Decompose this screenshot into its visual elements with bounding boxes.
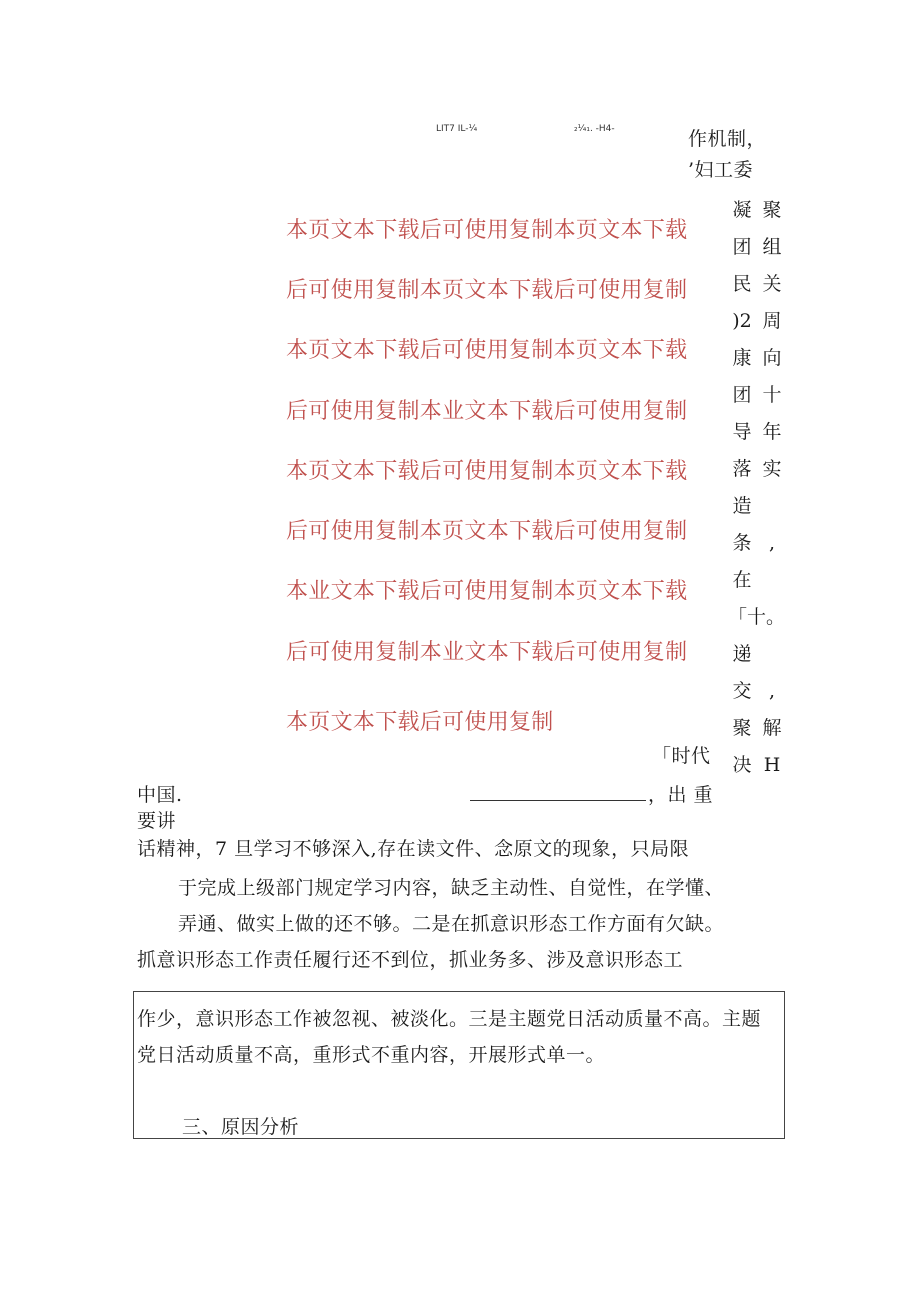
column-char: 条	[732, 532, 752, 554]
header-fragment-b: ₂¼₁. -H4-	[574, 124, 615, 134]
column-char: 组	[762, 236, 782, 258]
column-char: 康	[732, 347, 752, 369]
column-char	[758, 488, 786, 525]
watermark-line: 后可使用复制本业文本下载后可使用复制	[286, 640, 688, 665]
watermark-line: 后可使用复制本页文本下载后可使用复制	[286, 519, 688, 544]
column-char: 解	[762, 717, 782, 739]
top-right-line-1: 作机制，	[688, 128, 767, 150]
section-heading: 三、原因分析	[182, 1116, 300, 1138]
column-char: )2	[732, 310, 752, 332]
column-char: 关	[762, 273, 782, 295]
vertical-column-left	[728, 192, 786, 784]
column-char: H	[763, 754, 781, 776]
column-char: ,	[768, 680, 776, 702]
line-chuzhong: ，出 重	[648, 784, 714, 806]
watermark-line: 本页文本下载后可使用复制	[286, 710, 554, 735]
box-line: 党日活动质量不高，重形式不重内容，开展形式单一。	[137, 1044, 606, 1066]
column-char	[758, 636, 786, 673]
watermark-line: 本页文本下载后可使用复制本页文本下载	[286, 218, 688, 243]
paragraph-line: 抓意识形态工作责任履行还不到位，抓业务多、涉及意识形态工	[137, 949, 684, 971]
column-char: 十	[762, 384, 782, 406]
box-line: 作少，意识形态工作被忽视、被淡化。三是主题党日活动质量不高。主题	[137, 1008, 762, 1030]
paragraph-line: 于完成上级部门规定学习内容，缺乏主动性、自觉性，在学懂、	[178, 877, 725, 899]
column-char: 「十。	[728, 606, 786, 628]
era-text: 「时代	[652, 745, 711, 767]
column-char	[758, 599, 786, 636]
watermark-line: 本业文本下载后可使用复制本页文本下载	[286, 579, 688, 604]
column-char: 决	[732, 754, 752, 776]
column-char: 交	[732, 680, 752, 702]
column-char: 团	[732, 384, 752, 406]
watermark-line: 后可使用复制本业文本下载后可使用复制	[286, 399, 688, 424]
column-char	[758, 562, 786, 599]
column-char: 聚	[732, 717, 752, 739]
watermark-line: 本页文本下载后可使用复制本页文本下载	[286, 338, 688, 363]
column-char: ,	[768, 532, 776, 554]
column-char: 导	[732, 421, 752, 443]
paragraph-line: 弄通、做实上做的还不够。二是在抓意识形态工作方面有欠缺。	[178, 913, 725, 935]
column-char: 团	[732, 236, 752, 258]
fill-in-blank-underline	[470, 800, 646, 801]
paragraph-line: 话精神，7 旦学习不够深入,存在读文件、念原文的现象，只局限	[137, 838, 690, 860]
column-char: 凝	[732, 199, 752, 221]
header-fragment-a: LIT7 IL-¼	[436, 124, 478, 134]
top-right-line-2: ’妇工委	[688, 159, 754, 181]
column-char: 向	[762, 347, 782, 369]
column-char: 落	[732, 458, 752, 480]
line-yaojiang: 要讲	[137, 810, 177, 832]
column-char: 周	[762, 310, 782, 332]
watermark-line: 后可使用复制本页文本下载后可使用复制	[286, 278, 688, 303]
column-char: 在	[732, 569, 752, 591]
watermark-line: 本页文本下载后可使用复制本页文本下载	[286, 459, 688, 484]
column-char: 聚	[762, 199, 782, 221]
column-char: 民	[732, 273, 752, 295]
column-char: 造	[732, 495, 752, 517]
line-china: 中国.	[137, 784, 183, 806]
column-char: 年	[762, 421, 782, 443]
column-char: 递	[732, 643, 752, 665]
vertical-column-right	[758, 192, 786, 784]
column-char: 实	[762, 458, 782, 480]
